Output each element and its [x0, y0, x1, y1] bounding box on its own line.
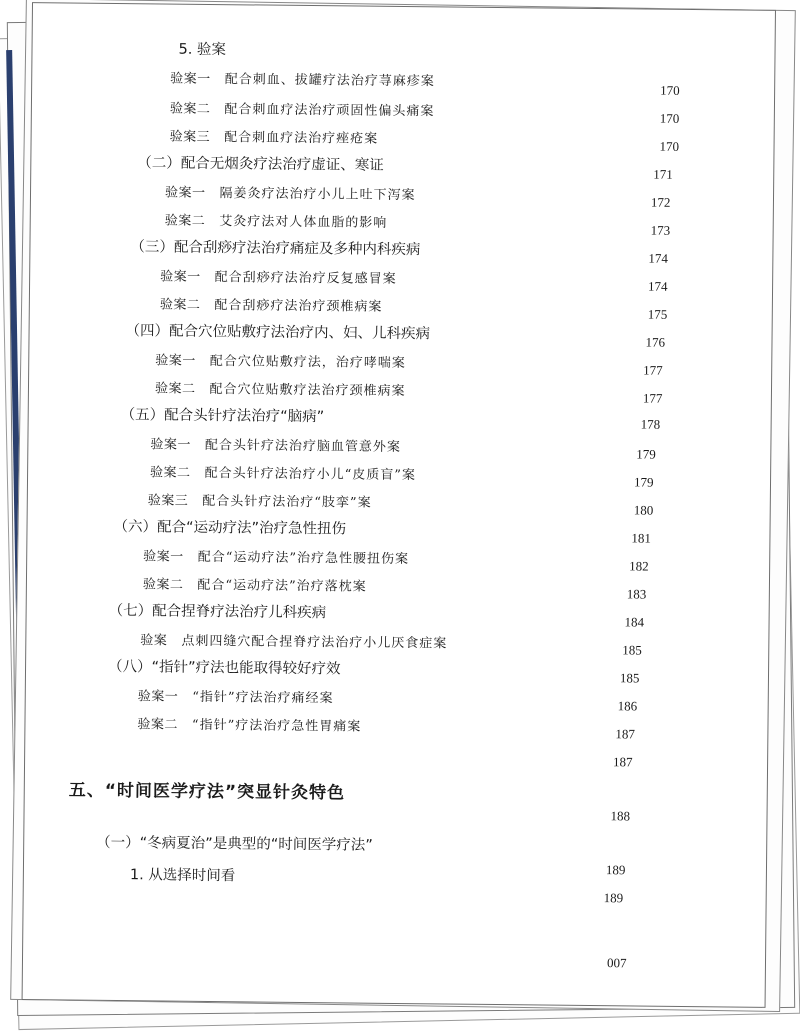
toc-entry	[170, 71, 435, 92]
entry-title: 配合头针疗法治疗脑血管意外案	[204, 437, 401, 455]
case-label: 验案一	[155, 353, 196, 369]
entry-title: 配合刺血疗法治疗痤疮案	[224, 130, 379, 147]
toc-entry	[113, 518, 346, 538]
entry-title: （四）配合穴位贴敷疗法治疗内、妇、儿科疾病	[125, 323, 431, 343]
entry-title: （七）配合捏脊疗法治疗儿科疾病	[108, 602, 327, 622]
entry-title: （八）“指针”疗法也能取得较好疗效	[107, 658, 341, 678]
page-number: 179	[636, 446, 656, 462]
case-label: 验案一	[143, 549, 184, 565]
case-label: 验案一	[170, 71, 211, 87]
page-number: 176	[645, 334, 666, 350]
page-number: 185	[622, 642, 642, 658]
toc-entry	[69, 782, 346, 803]
entry-title: 5. 验案	[178, 41, 227, 59]
entry-title: 配合刮痧疗法治疗反复感冒案	[214, 270, 397, 287]
toc-entry	[165, 213, 388, 233]
case-label: 验案一	[160, 269, 201, 285]
page-number: 170	[659, 110, 680, 126]
page-number: 187	[613, 754, 633, 770]
page-number: 183	[626, 586, 647, 602]
page-number: 181	[631, 530, 652, 546]
toc-entry	[138, 688, 334, 708]
toc-entry	[96, 834, 373, 855]
page-number: 170	[660, 82, 680, 98]
entry-title: 艾灸疗法对人体血脂的影响	[219, 214, 388, 231]
toc-entry	[170, 101, 435, 122]
page-number: 171	[653, 166, 673, 182]
page-number: 177	[643, 362, 663, 378]
toc-entry	[137, 716, 361, 736]
case-label: 验案一	[137, 689, 179, 705]
entry-title: 配合“运动疗法”治疗落枕案	[197, 577, 367, 595]
case-label: 验案二	[137, 717, 179, 733]
page-number: 189	[603, 890, 624, 906]
entry-title: 隔姜灸疗法治疗小儿上吐下泻案	[219, 186, 416, 204]
toc-entry	[160, 296, 383, 316]
toc-entry	[109, 602, 327, 622]
page-number: 187	[615, 726, 635, 742]
toc-entry	[150, 464, 416, 485]
entry-title: 配合穴位贴敷疗法，治疗哮喘案	[209, 353, 406, 372]
page-number: 172	[650, 194, 671, 210]
case-label: 验案三	[169, 129, 211, 145]
entry-title: “指针”疗法治疗急性胃痛案	[191, 717, 362, 735]
toc-entry	[155, 380, 406, 401]
entry-title: 配合头针疗法治疗“肢挛”案	[202, 493, 372, 511]
toc-page	[22, 2, 776, 1008]
toc-entry	[121, 406, 325, 426]
case-label: 验案	[140, 633, 168, 649]
toc-entry	[155, 352, 406, 373]
page-number: 179	[633, 474, 654, 490]
case-label: 验案二	[169, 101, 211, 117]
toc-entry	[143, 576, 367, 596]
case-label: 验案二	[159, 297, 201, 313]
toc-entry	[150, 436, 401, 457]
entry-title: 配合刺血疗法治疗顽固性偏头痛案	[224, 102, 435, 120]
entry-title: “指针”疗法治疗痛经案	[192, 689, 334, 707]
entry-title: 配合头针疗法治疗小儿“皮质盲”案	[204, 465, 416, 484]
entry-title: （二）配合无烟灸疗法治疗虚证、寒证	[137, 155, 384, 174]
case-label: 验案一	[164, 185, 206, 201]
entry-title: 配合穴位贴敷疗法治疗颈椎病案	[209, 381, 406, 400]
page-number: 178	[640, 416, 661, 432]
entry-title: （五）配合头针疗法治疗“脑病”	[120, 407, 325, 426]
entry-title: 配合刮痧疗法治疗颈椎病案	[214, 298, 383, 315]
page-number: 180	[633, 502, 654, 518]
case-label: 验案三	[147, 493, 189, 509]
entry-title: 1. 从选择时间看	[129, 867, 236, 885]
page-number: 189	[605, 862, 626, 878]
toc-entry	[125, 322, 430, 343]
page-number: 174	[648, 278, 668, 294]
toc-entry	[143, 548, 409, 569]
case-label: 验案二	[154, 381, 196, 397]
entry-title: 配合“运动疗法”治疗急性腰扭伤案	[197, 549, 410, 568]
entry-title: 五、“时间医学疗法”突显针灸特色	[68, 780, 346, 804]
page-number: 177	[642, 390, 663, 406]
entry-title: （六）配合“运动疗法”治疗急性扭伤	[113, 518, 347, 538]
case-label: 验案二	[142, 577, 184, 593]
case-label: 验案二	[164, 213, 206, 229]
page-number: 174	[648, 250, 668, 266]
toc-entry	[130, 238, 420, 259]
page-number: 173	[650, 222, 671, 238]
toc-entry	[108, 658, 341, 678]
case-label: 验案二	[150, 465, 191, 481]
page-number: 182	[629, 558, 649, 574]
entry-title: 配合刺血、拔罐疗法治疗荨麻疹案	[224, 72, 435, 90]
page-number: 185	[619, 670, 640, 686]
toc-entry	[140, 632, 447, 653]
toc-entry	[130, 866, 236, 885]
toc-entry	[165, 185, 416, 206]
page-number: 175	[647, 306, 668, 322]
toc-entry	[170, 129, 379, 149]
page-number: 184	[624, 614, 645, 630]
page-number: 186	[617, 698, 638, 714]
toc-entry	[137, 154, 384, 175]
page-number: 170	[659, 138, 680, 154]
toc-entry	[148, 492, 372, 512]
entry-title: 点刺四缝穴配合捏脊疗法治疗小儿厌食症案	[181, 633, 448, 652]
case-label: 验案一	[150, 437, 191, 453]
page-folio: 007	[606, 955, 627, 971]
page-number: 188	[610, 808, 631, 824]
entry-title: （三）配合刮痧疗法治疗痛症及多种内科疾病	[130, 239, 421, 259]
toc-entry	[178, 41, 226, 59]
toc-entry	[160, 268, 397, 288]
entry-title: （一）“冬病夏治”是典型的“时间医学疗法”	[96, 834, 373, 854]
